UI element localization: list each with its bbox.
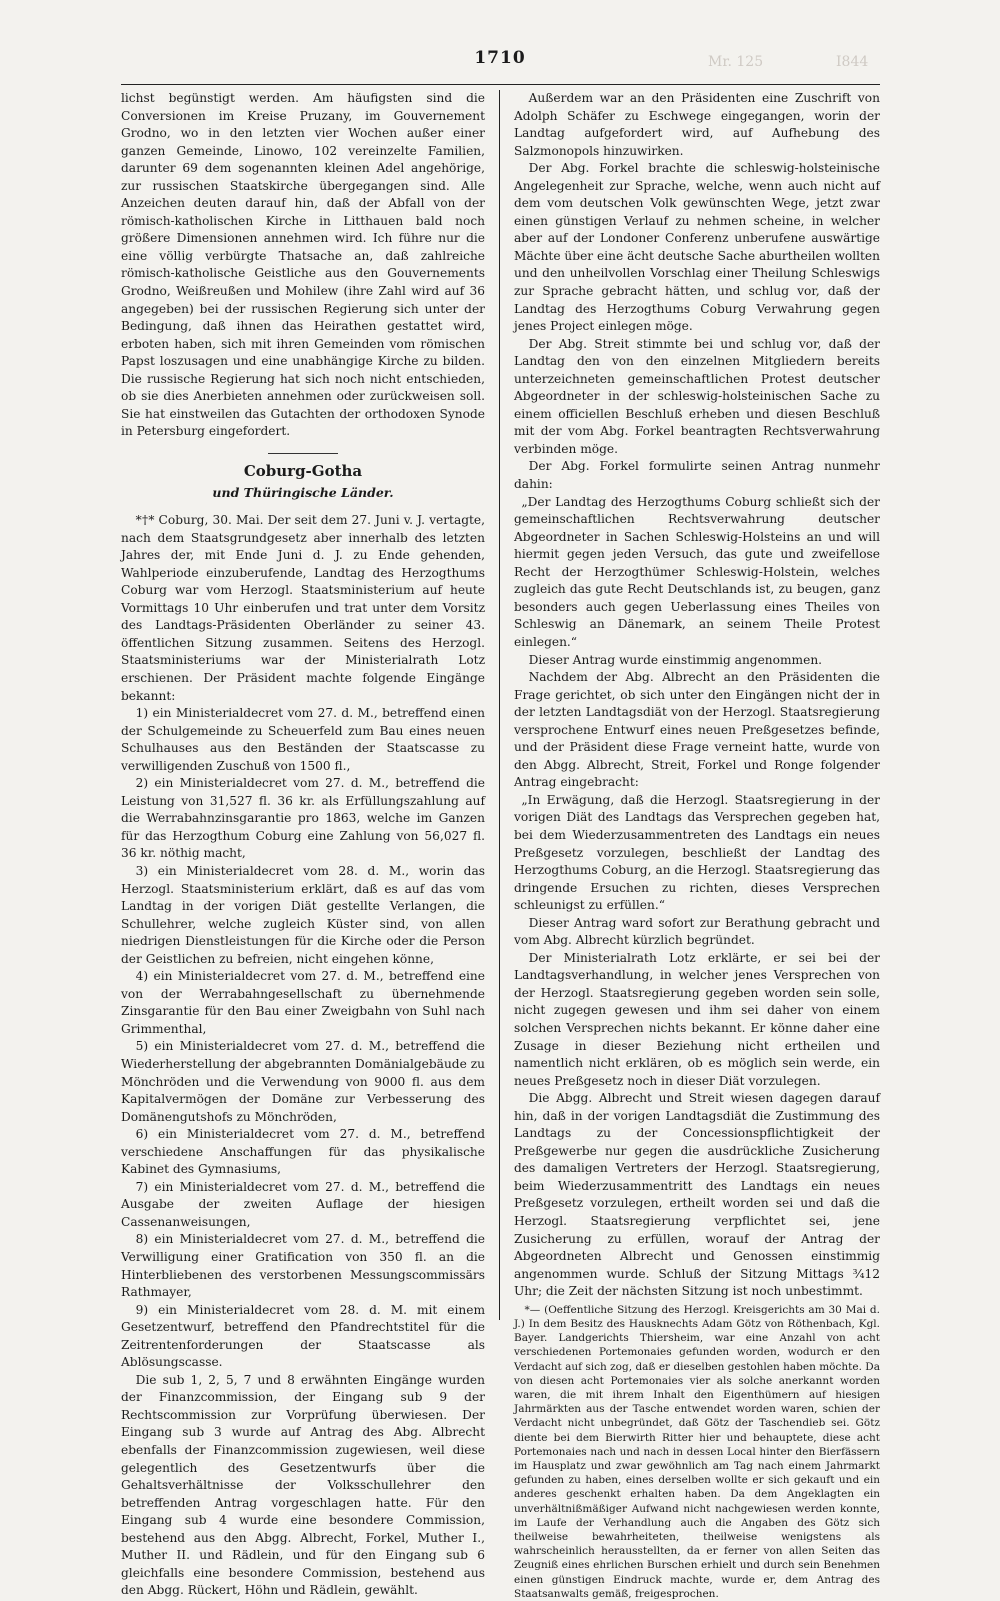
right-column <box>514 90 880 1601</box>
column-divider <box>499 90 500 1320</box>
court-note <box>514 1303 880 1601</box>
paragraph-reply: Die Abgg. Albrecht und Streit wiesen dagegen darauf hin, daß in der vorigen Landtagsdiät die Zustimmung des Landtags zu der Concessionspflichtigkeit der Preßgewerbe nur gegen die ausdrückliche Zusicherung des damaligen Vertreters der Herzogl. Staatsregierung, beim Wiederzusammentritt des Landtags ein neues Preßgesetz vorzulegen, ertheilt worden sei und daß die Herzogl. Staatsregierung verpflichtet sei, jene Zusicherung zu erfüllen, worauf der Antrag der Abgeordneten Albrecht und Genossen einstimmig angenommen wurde. Schluß der Sitzung Mittags ³⁄₄12 Uhr; die Zeit der nächsten Sitzung ist noch unbestimmt. <box>514 1091 880 1299</box>
paragraph-conversions: lichst begünstigt werden. Am häufigsten sind die Conversionen im Kreise Pruzany, im Gouvernement Grodno, wo in den letzten vier Wochen außer einer ganzen Gemeinde, Linowo, 102 vereinzelte Familien, darunter 69 dem sogenannten kleinen Adel angehörige, zur russischen Staatskirche übergegangen sind. Alle Anzeichen deuten darauf hin, daß der Abfall von der römisch-katholischen Kirche in Litthauen bald noch größere Dimensionen annehmen wird. Ich führe nur die eine völlig verbürgte Thatsache an, daß zahlreiche römisch-katholische Geistliche aus den Gouvernements Grodno, Weißreußen und Mohilew (ihre Zahl wird auf 36 angegeben) bei der russischen Regierung sich unter der Bedingung, daß ihnen das Heirathen gestattet wird, erboten haben, sich mit ihren Gemeinden vom römischen Papst loszusagen und eine unabhängige Kirche zu bilden. Die russische Regierung hat sich noch nicht entschieden, ob sie dies Anerbieten annehmen oder zurückweisen soll. Sie hat einstweilen das Gutachten der orthodoxen Synode in Petersburg eingefordert. <box>121 91 485 439</box>
bleed-through-header-left: I844 <box>836 54 869 70</box>
bleed-through-header-right: Mr. 125 <box>708 54 764 70</box>
list-item: 9) ein Ministerialdecret vom 28. d. M. mit einem Gesetzentwurf, betreffend den Pfandrechtstitel für die Zeitrentenforderungen der Staatscasse als Ablösungscasse. <box>121 1302 485 1370</box>
page-number: 1710 <box>474 48 526 68</box>
paragraph-formulated: Der Abg. Forkel formulirte seinen Antrag nunmehr dahin: <box>514 459 880 492</box>
paragraph-lotz: Der Ministerialrath Lotz erklärte, er sei bei der Landtagsverhandlung, in welcher jenes Versprechen von der Herzogl. Staatsregierung gegeben worden sein solle, nicht zugegen gewesen und ihm sei daher von einem solchen Versprechen nichts bekannt. Er könne daher eine Zusage in dieser Beziehung nicht ertheilen und namentlich nicht erklären, ob es möglich sein werde, ein neues Preßgesetz noch in dieser Diät vorzulegen. <box>514 950 880 1088</box>
list-item: 7) ein Ministerialdecret vom 27. d. M., betreffend die Ausgabe der zweiten Auflage der hiesigen Cassenanweisungen, <box>121 1179 485 1229</box>
header-rule <box>121 84 880 85</box>
quote-protest: „Der Landtag des Herzogthums Coburg schließt sich der gemeinschaftlichen Rechtsverwahrung deutscher Abgeordneter in Sachen Schleswig-Holsteins an und will hiermit gegen jeden Versuch, das gute und zweifellose Recht der Herzogthümer Schleswig-Holstein, welches zugleich das gute Recht Deutschlands ist, zu beugen, ganz besonders auch gegen Ueberlassung eines Theiles von Schleswig an Dänemark, an seinem Theile Protest einlegen.“ <box>514 494 880 649</box>
quote-press-law: „In Erwägung, daß die Herzogl. Staatsregierung in der vorigen Diät des Landtags das Versprechen gegeben hat, bei dem Wiederzusammentreten des Landtags ein neues Preßgesetz vorzulegen, beschließt der Landtag des Herzogthums Coburg, an die Herzogl. Staatsregierung das dringende Ersuchen zu richten, dieses Versprechen schleunigst zu erfüllen.“ <box>514 792 880 913</box>
section-subtitle: und Thüringische Länder. <box>212 485 394 501</box>
paragraph-schaefer: Außerdem war an den Präsidenten eine Zuschrift von Adolph Schäfer zu Eschwege eingegangen, worin der Landtag aufgefordert wird, auf Aufhebung des Salzmonopols hinzuwirken. <box>514 91 880 158</box>
section-divider <box>268 453 338 454</box>
paragraph-streit: Der Abg. Streit stimmte bei und schlug vor, daß der Landtag den von den einzelnen Mitgliedern bereits unterzeichneten gemeinschaftlichen Protest deutscher Abgeordneter in der schleswig-holsteinischen Sache zu einem officiellen Beschluß erheben und diesen Beschluß mit der vom Abg. Forkel beantragten Rechtsverwahrung verbinden möge. <box>514 336 880 456</box>
paragraph-question: Nachdem der Abg. Albrecht an den Präsidenten die Frage gerichtet, ob sich unter den Eingängen nicht der in der letzten Landtagsdiät von der Herzogl. Staatsregierung versprochene Entwurf eines neuen Preßgesetzes befinde, und der Präsident diese Frage verneint hatte, wurde von den Abgg. Albrecht, Streit, Forkel und Ronge folgender Antrag eingebracht: <box>514 670 880 790</box>
list-item: 2) ein Ministerialdecret vom 27. d. M., betreffend die Leistung von 31,527 fl. 36 kr. als Erfüllungszahlung auf die Werrabahnzinsgarantie pro 1863, welche im Ganzen für das Herzogthum Coburg eine Zahlung von 56,027 fl. 36 kr. nöthig macht, <box>121 776 485 861</box>
paragraph-accepted: Dieser Antrag wurde einstimmig angenommen. <box>528 652 823 667</box>
paragraph-referral: Die sub 1, 2, 5, 7 und 8 erwähnten Eingänge wurden der Finanzcommission, der Eingang sub 9 der Rechtscommission zur Vorprüfung überwiesen. Der Eingang sub 3 wurde auf Antrag des Abg. Albrecht ebenfalls der Finanzcommission zugewiesen, weil diese gelegentlich des Gesetzentwurfs über die Gehaltsverhältnisse der Volksschullehrer den betreffenden Antrag vorgeschlagen hatte. Für den Eingang sub 4 wurde eine besondere Commission, bestehend aus den Abgg. Albrecht, Forkel, Muther I., Muther II. und Rädlein, und für den Eingang sub 6 gleichfalls eine besondere Commission, bestehend aus den Abgg. Rückert, Höhn und Rädlein, gewählt. <box>121 1372 485 1598</box>
section-title: Coburg-Gotha <box>243 461 363 480</box>
list-item: 4) ein Ministerialdecret vom 27. d. M., betreffend eine von der Werrabahngesellschaft zu übernehmende Zinsgarantie für den Bau einer Zweigbahn von Suhl nach Grimmenthal, <box>121 969 485 1036</box>
list-item: 8) ein Ministerialdecret vom 27. d. M., betreffend die Verwilligung einer Gratification von 350 fl. an die Hinterbliebenen des verstorbenen Messungscommissärs Rathmayer, <box>121 1232 485 1300</box>
list-item: 5) ein Ministerialdecret vom 27. d. M., betreffend die Wiederherstellung der abgebrannten Domänialgebäude zu Mönchröden und die Verwendung von 9000 fl. aus dem Kapitalvermögen der Domäne zur Verbesserung des Domänengutshofs zu Mönchröden, <box>121 1039 485 1124</box>
paragraph-court-session: *— (Oeffentliche Sitzung des Herzogl. Kreisgerichts am 30 Mai d. J.) In dem Besitz des Hausknechts Adam Götz von Röthenbach, Kgl. Bayer. Landgerichts Thiersheim, war eine Anzahl von acht verschiedenen Portemonaies gefunden worden, wodurch er den Verdacht auf sich zog, daß er dieselben gestohlen haben möchte. Da von diesen acht Portemonaies vier als solche anerkannt worden waren, die mit ihrem Inhalt den Eigenthümern auf hiesigen Jahrmärkten aus der Tasche entwendet worden waren, schien der Verdacht nicht unbegründet, daß Götz der Taschendieb sei. Götz diente bei dem Bierwirth Ritter hier und behauptete, diese acht Portemonaies nach und nach in dessen Local hinter den Bierfässern im Hausplatz und zwar gewöhnlich am Tag nach einem Jahrmarkt gefunden zu haben, eines derselben wollte er sich gekauft und ein anderes geschenkt erhalten haben. Da dem Angeklagten ein unverhältnißmäßiger Aufwand nicht nachgewiesen werden konnte, im Laufe der Verhandlung auch die Angaben des Götz sich theilweise bewahrheiteten, theilweise wenigstens als wahrscheinlich herausstellten, da er ferner von allen Seiten das Zeugniß eines ehrlichen Burschen erhielt und durch sein Benehmen einen günstigen Eindruck machte, wurde er, dem Antrag des Staatsanwalts gemäß, freigesprochen. <box>514 1303 880 1600</box>
paragraph-debate: Dieser Antrag ward sofort zur Berathung gebracht und vom Abg. Albrecht kürzlich begründet. <box>514 915 880 948</box>
list-item: 6) ein Ministerialdecret vom 27. d. M., betreffend verschiedene Anschaffungen für das physikalische Kabinet des Gymnasiums, <box>121 1127 485 1177</box>
paragraph-coburg-landtag: *†* Coburg, 30. Mai. Der seit dem 27. Juni v. J. vertagte, nach dem Staatsgrundgesetz aber innerhalb des letzten Jahres der, mit Ende Juni d. J. zu Ende gehenden, Wahlperiode einzuberufende, Landtag des Herzogthums Coburg war vom Herzogl. Staatsministerium auf heute Vormittags 10 Uhr einberufen und trat unter dem Vorsitz des Landtags-Präsidenten Oberländer zu seiner 43. öffentlichen Sitzung zusammen. Seitens des Herzogl. Staatsministeriums war der Ministerialrath Lotz erschienen. Der Präsident machte folgende Eingänge bekannt: <box>121 513 485 703</box>
left-column <box>121 90 485 1600</box>
list-item: 3) ein Ministerialdecret vom 28. d. M., worin das Herzogl. Staatsministerium erklärt, daß es auf das vom Landtag in der vorigen Diät gestellte Verlangen, die Schullehrer, welche zugleich Küster sind, von allen niedrigen Dienstleistungen für die Kirche oder die Person der Geistlichen zu befreien, nicht eingehen könne, <box>121 863 485 966</box>
list-item: 1) ein Ministerialdecret vom 27. d. M., betreffend einen der Schulgemeinde zu Scheuerfeld zum Bau eines neuen Schulhauses aus den Beständen der Staatscasse zu verwilligenden Zuschuß von 1500 fl., <box>121 706 485 773</box>
paragraph-forkel: Der Abg. Forkel brachte die schleswig-holsteinische Angelegenheit zur Sprache, welche, wenn auch nicht auf dem vom deutschen Volk gewünschten Wege, jetzt zwar einen günstigen Verlauf zu nehmen scheine, in welcher aber auf der Londoner Conferenz unberufene auswärtige Mächte über eine ächt deutsche Sache aburtheilen wollten und den unheilvollen Vorschlag einer Theilung Schleswigs zur Sprache gebracht hätten, und schlug vor, daß der Landtag des Herzogthums Coburg Verwahrung gegen jenes Project einlegen möge. <box>514 161 880 334</box>
